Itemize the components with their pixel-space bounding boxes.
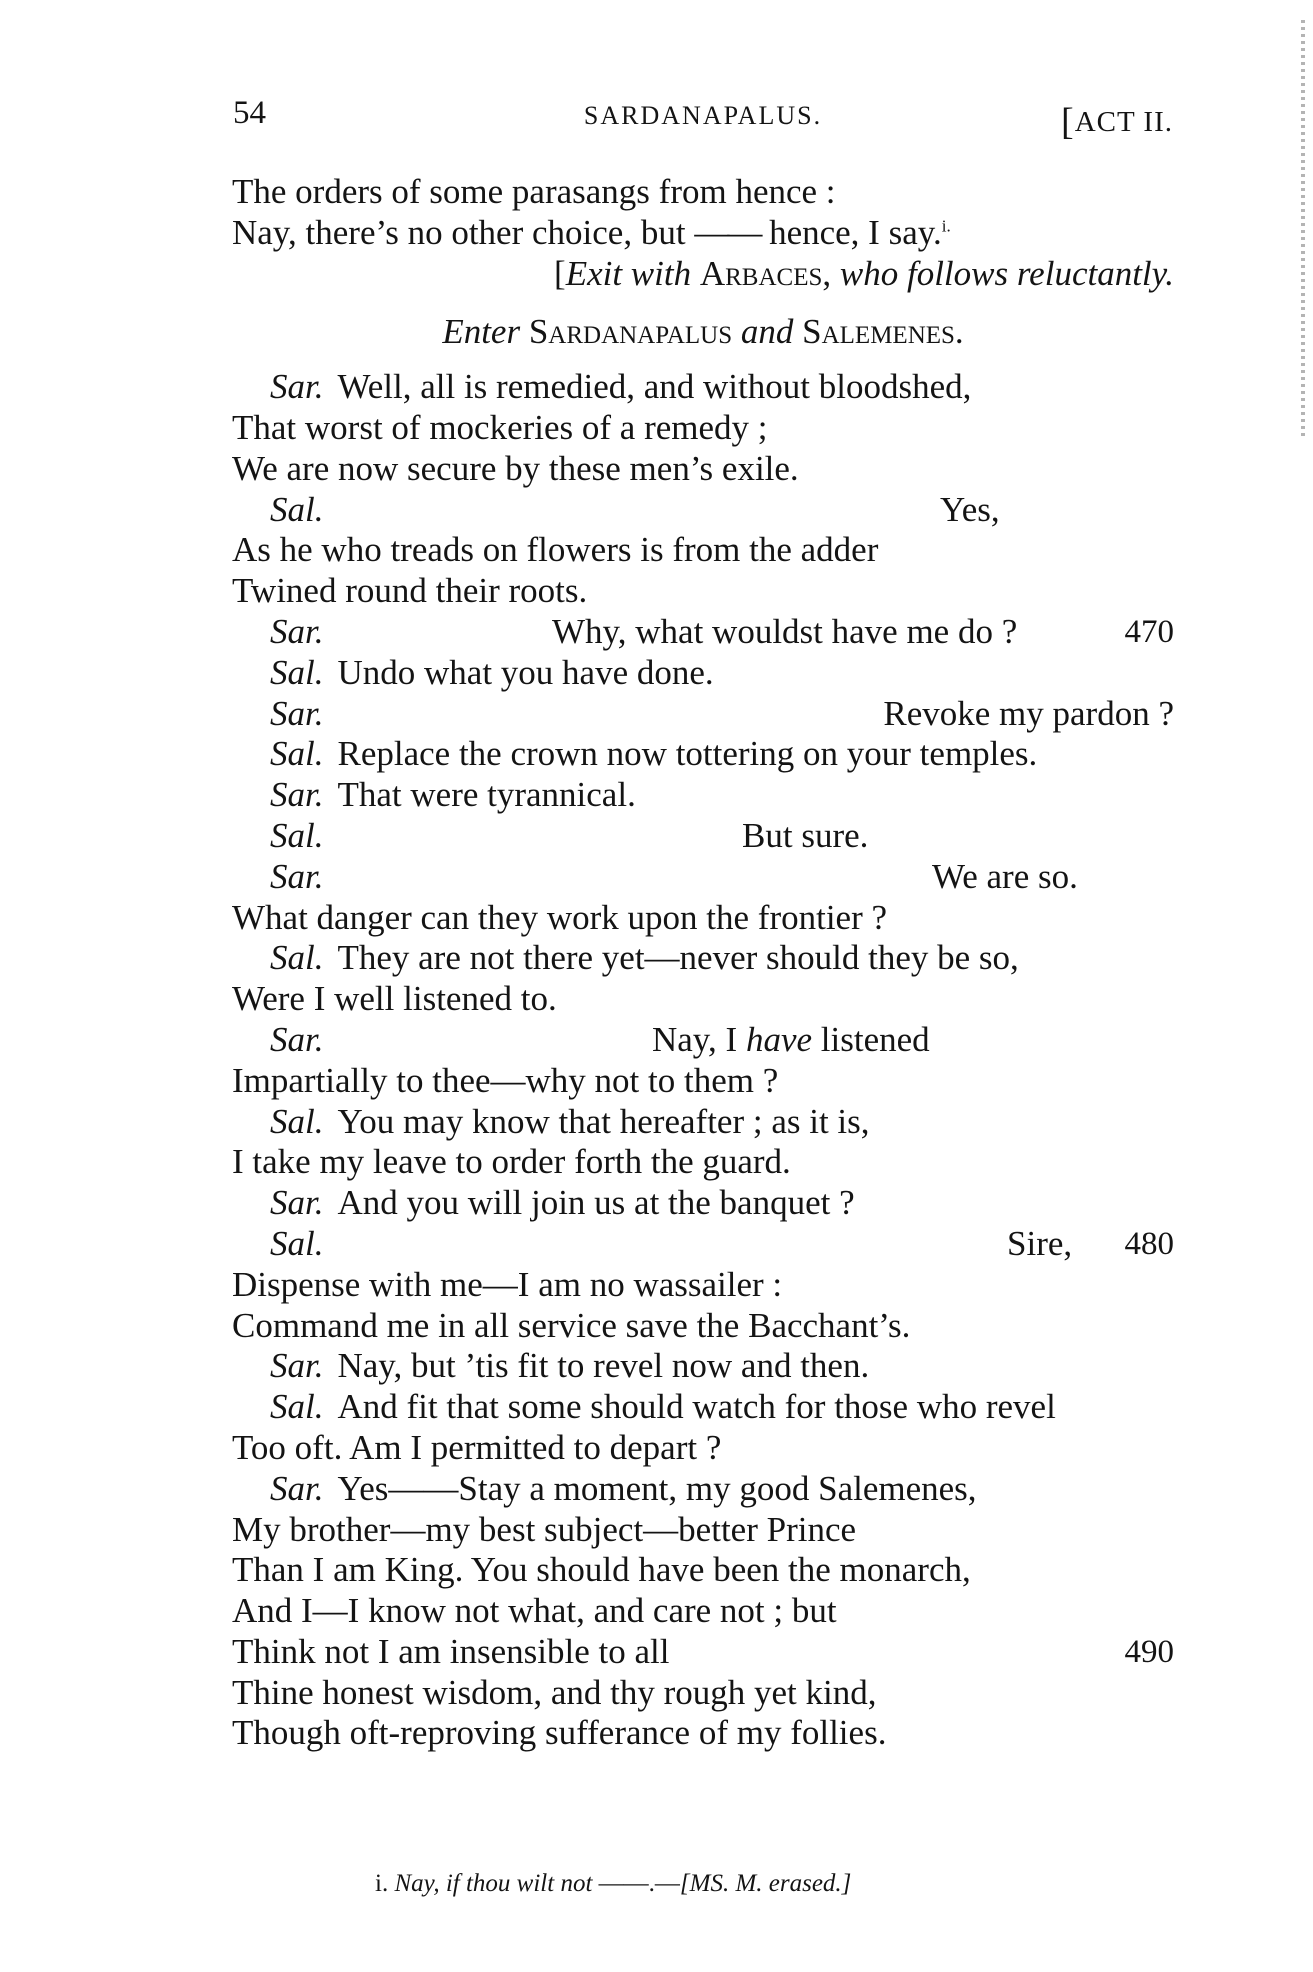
act-text: ACT II.: [1074, 106, 1173, 138]
line-text: We are so.: [932, 856, 1078, 896]
verse-line: [232, 938, 1174, 979]
line-text: That worst of mockeries of a remedy ;: [232, 407, 768, 447]
verse-line: [232, 530, 1174, 571]
line-text: Though oft-reproving sufferance of my follies.: [232, 1713, 887, 1753]
verse-line: [232, 1020, 1174, 1061]
character-name: Sardanapalus: [528, 312, 733, 352]
speaker-label: Sal.: [270, 1223, 324, 1263]
line-text: Command me in all service save the Bacchant’s.: [232, 1305, 911, 1345]
line-text: What danger can they work upon the frontier ?: [232, 897, 888, 937]
act-label: [1061, 97, 1173, 141]
line-text: Yes——Stay a moment, my good Salemenes,: [337, 1468, 977, 1508]
verse-line: [232, 1224, 1174, 1265]
running-title: SARDANAPALUS.: [583, 101, 823, 130]
verse-line: [232, 694, 1174, 735]
stage-text: and: [740, 312, 794, 352]
speaker-label: Sal.: [270, 1101, 324, 1141]
speaker-label: Sar.: [270, 611, 324, 651]
line-text: Thine honest wisdom, and thy rough yet kind,: [232, 1672, 877, 1712]
speaker-label: Sar.: [270, 693, 324, 733]
verse-line: [232, 1346, 1174, 1387]
speaker-label: Sar.: [270, 367, 324, 407]
footnote-source: [MS. M. erased.]: [679, 1870, 852, 1897]
line-text: Revoke my pardon ?: [883, 693, 1174, 733]
speaker-label: Sar.: [270, 775, 324, 815]
line-text: Sire,: [1007, 1223, 1073, 1263]
verse-line: [232, 857, 1174, 898]
line-text: But sure.: [742, 815, 869, 855]
page-edge-shadow: [1301, 20, 1305, 440]
character-name: Arbaces,: [699, 253, 832, 293]
line-text: Well, all is remedied, and without bloodshed,: [337, 367, 972, 407]
speaker-label: Sar.: [270, 1019, 324, 1059]
line-text: Yes,: [940, 489, 1000, 529]
line-text: Nay, but ’tis fit to revel now and then.: [337, 1346, 870, 1386]
footnote-mark: i.: [375, 1870, 389, 1897]
verse-line: [232, 172, 1174, 213]
verse-line: [232, 734, 1174, 775]
verse-line: [232, 1632, 1174, 1673]
verse-line: [232, 1428, 1174, 1469]
verse-line: [232, 1142, 1174, 1183]
verse-line: [232, 653, 1174, 694]
line-text: And you will join us at the banquet ?: [337, 1183, 855, 1223]
verse-line: [232, 1713, 1174, 1754]
line-text: listened: [820, 1019, 930, 1059]
verse-line: [232, 1102, 1174, 1143]
verse-line: [232, 1183, 1174, 1224]
line-number: 470: [1124, 613, 1174, 650]
footnote-text: Nay, if thou wilt not: [394, 1870, 593, 1897]
verse-line: [232, 816, 1174, 857]
line-text: We are now secure by these men’s exile.: [232, 448, 799, 488]
verse-line: [232, 571, 1174, 612]
line-number: 490: [1124, 1633, 1174, 1670]
line-text: Undo what you have done.: [337, 652, 714, 692]
verse-text: [232, 172, 1174, 1754]
speaker-label: Sal.: [270, 734, 324, 774]
verse-line: [232, 1469, 1174, 1510]
line-text: Than I am King. You should have been the monarch,: [232, 1550, 971, 1590]
line-text: Why, what wouldst have me do ?: [552, 611, 1018, 651]
verse-line: [232, 367, 1174, 408]
stage-text: who follows reluctantly.: [839, 253, 1174, 293]
stage-bracket: [: [554, 253, 566, 293]
verse-line: [232, 213, 1174, 254]
character-name: Salemenes.: [802, 312, 964, 352]
verse-line: [232, 449, 1174, 490]
line-text: Nay, there’s no other choice, but: [232, 212, 686, 252]
line-text: Dispense with me—I am no wassailer :: [232, 1264, 783, 1304]
speaker-label: Sar.: [270, 1468, 324, 1508]
verse-line: [232, 612, 1174, 653]
line-text: Nay, I: [652, 1019, 738, 1059]
speaker-label: Sal.: [270, 652, 324, 692]
entrance-direction: [232, 312, 1174, 353]
line-text: I take my leave to order forth the guard.: [232, 1142, 791, 1182]
line-text: My brother—my best subject—better Prince: [232, 1509, 857, 1549]
verse-line: [232, 1510, 1174, 1551]
verse-line: [232, 1265, 1174, 1306]
verse-line: [232, 490, 1174, 531]
footnote: [375, 1870, 851, 1898]
speaker-label: Sal.: [270, 938, 324, 978]
emphasis-text: have: [745, 1019, 813, 1059]
line-text: hence, I say.: [769, 212, 942, 252]
footnote-marker: i.: [941, 216, 951, 236]
stage-direction: [232, 254, 1174, 295]
verse-line: [232, 775, 1174, 816]
page-header: [233, 95, 1173, 145]
line-text: The orders of some parasangs from hence :: [232, 172, 836, 211]
line-number: 480: [1124, 1225, 1174, 1262]
verse-line: [232, 1673, 1174, 1714]
line-text: Replace the crown now tottering on your temples.: [337, 734, 1038, 774]
verse-line: [232, 1550, 1174, 1591]
line-text: Were I well listened to.: [232, 979, 557, 1019]
speaker-label: Sal.: [270, 489, 324, 529]
page-number: 54: [233, 95, 266, 131]
line-text: Too oft. Am I permitted to depart ?: [232, 1427, 722, 1467]
footnote-dash: ——.—: [598, 1870, 680, 1897]
verse-line: [232, 979, 1174, 1020]
line-text: And I—I know not what, and care not ; but: [232, 1591, 837, 1631]
speaker-label: Sar.: [270, 1183, 324, 1223]
verse-line: [232, 408, 1174, 449]
line-text: That were tyrannical.: [337, 775, 636, 815]
speaker-label: Sal.: [270, 1387, 324, 1427]
verse-line: [232, 898, 1174, 939]
verse-line: [232, 1591, 1174, 1632]
line-text: And fit that some should watch for those who revel: [337, 1387, 1056, 1427]
line-text: Think not I am insensible to all: [232, 1631, 670, 1671]
em-dash: ——: [694, 212, 761, 252]
line-text: Twined round their roots.: [232, 571, 588, 611]
line-text: Impartially to thee—why not to them ?: [232, 1060, 779, 1100]
stage-text: Exit with: [565, 253, 692, 293]
verse-line: [232, 1306, 1174, 1347]
line-text: You may know that hereafter ; as it is,: [337, 1101, 870, 1141]
line-text: As he who treads on flowers is from the adder: [232, 530, 879, 570]
act-bracket: [: [1061, 101, 1075, 143]
speaker-label: Sar.: [270, 856, 324, 896]
stage-text: Enter: [442, 312, 521, 352]
speaker-label: Sar.: [270, 1346, 324, 1386]
verse-line: [232, 1387, 1174, 1428]
verse-line: [232, 1061, 1174, 1102]
line-text: They are not there yet—never should they be so,: [337, 938, 1019, 978]
speaker-label: Sal.: [270, 815, 324, 855]
